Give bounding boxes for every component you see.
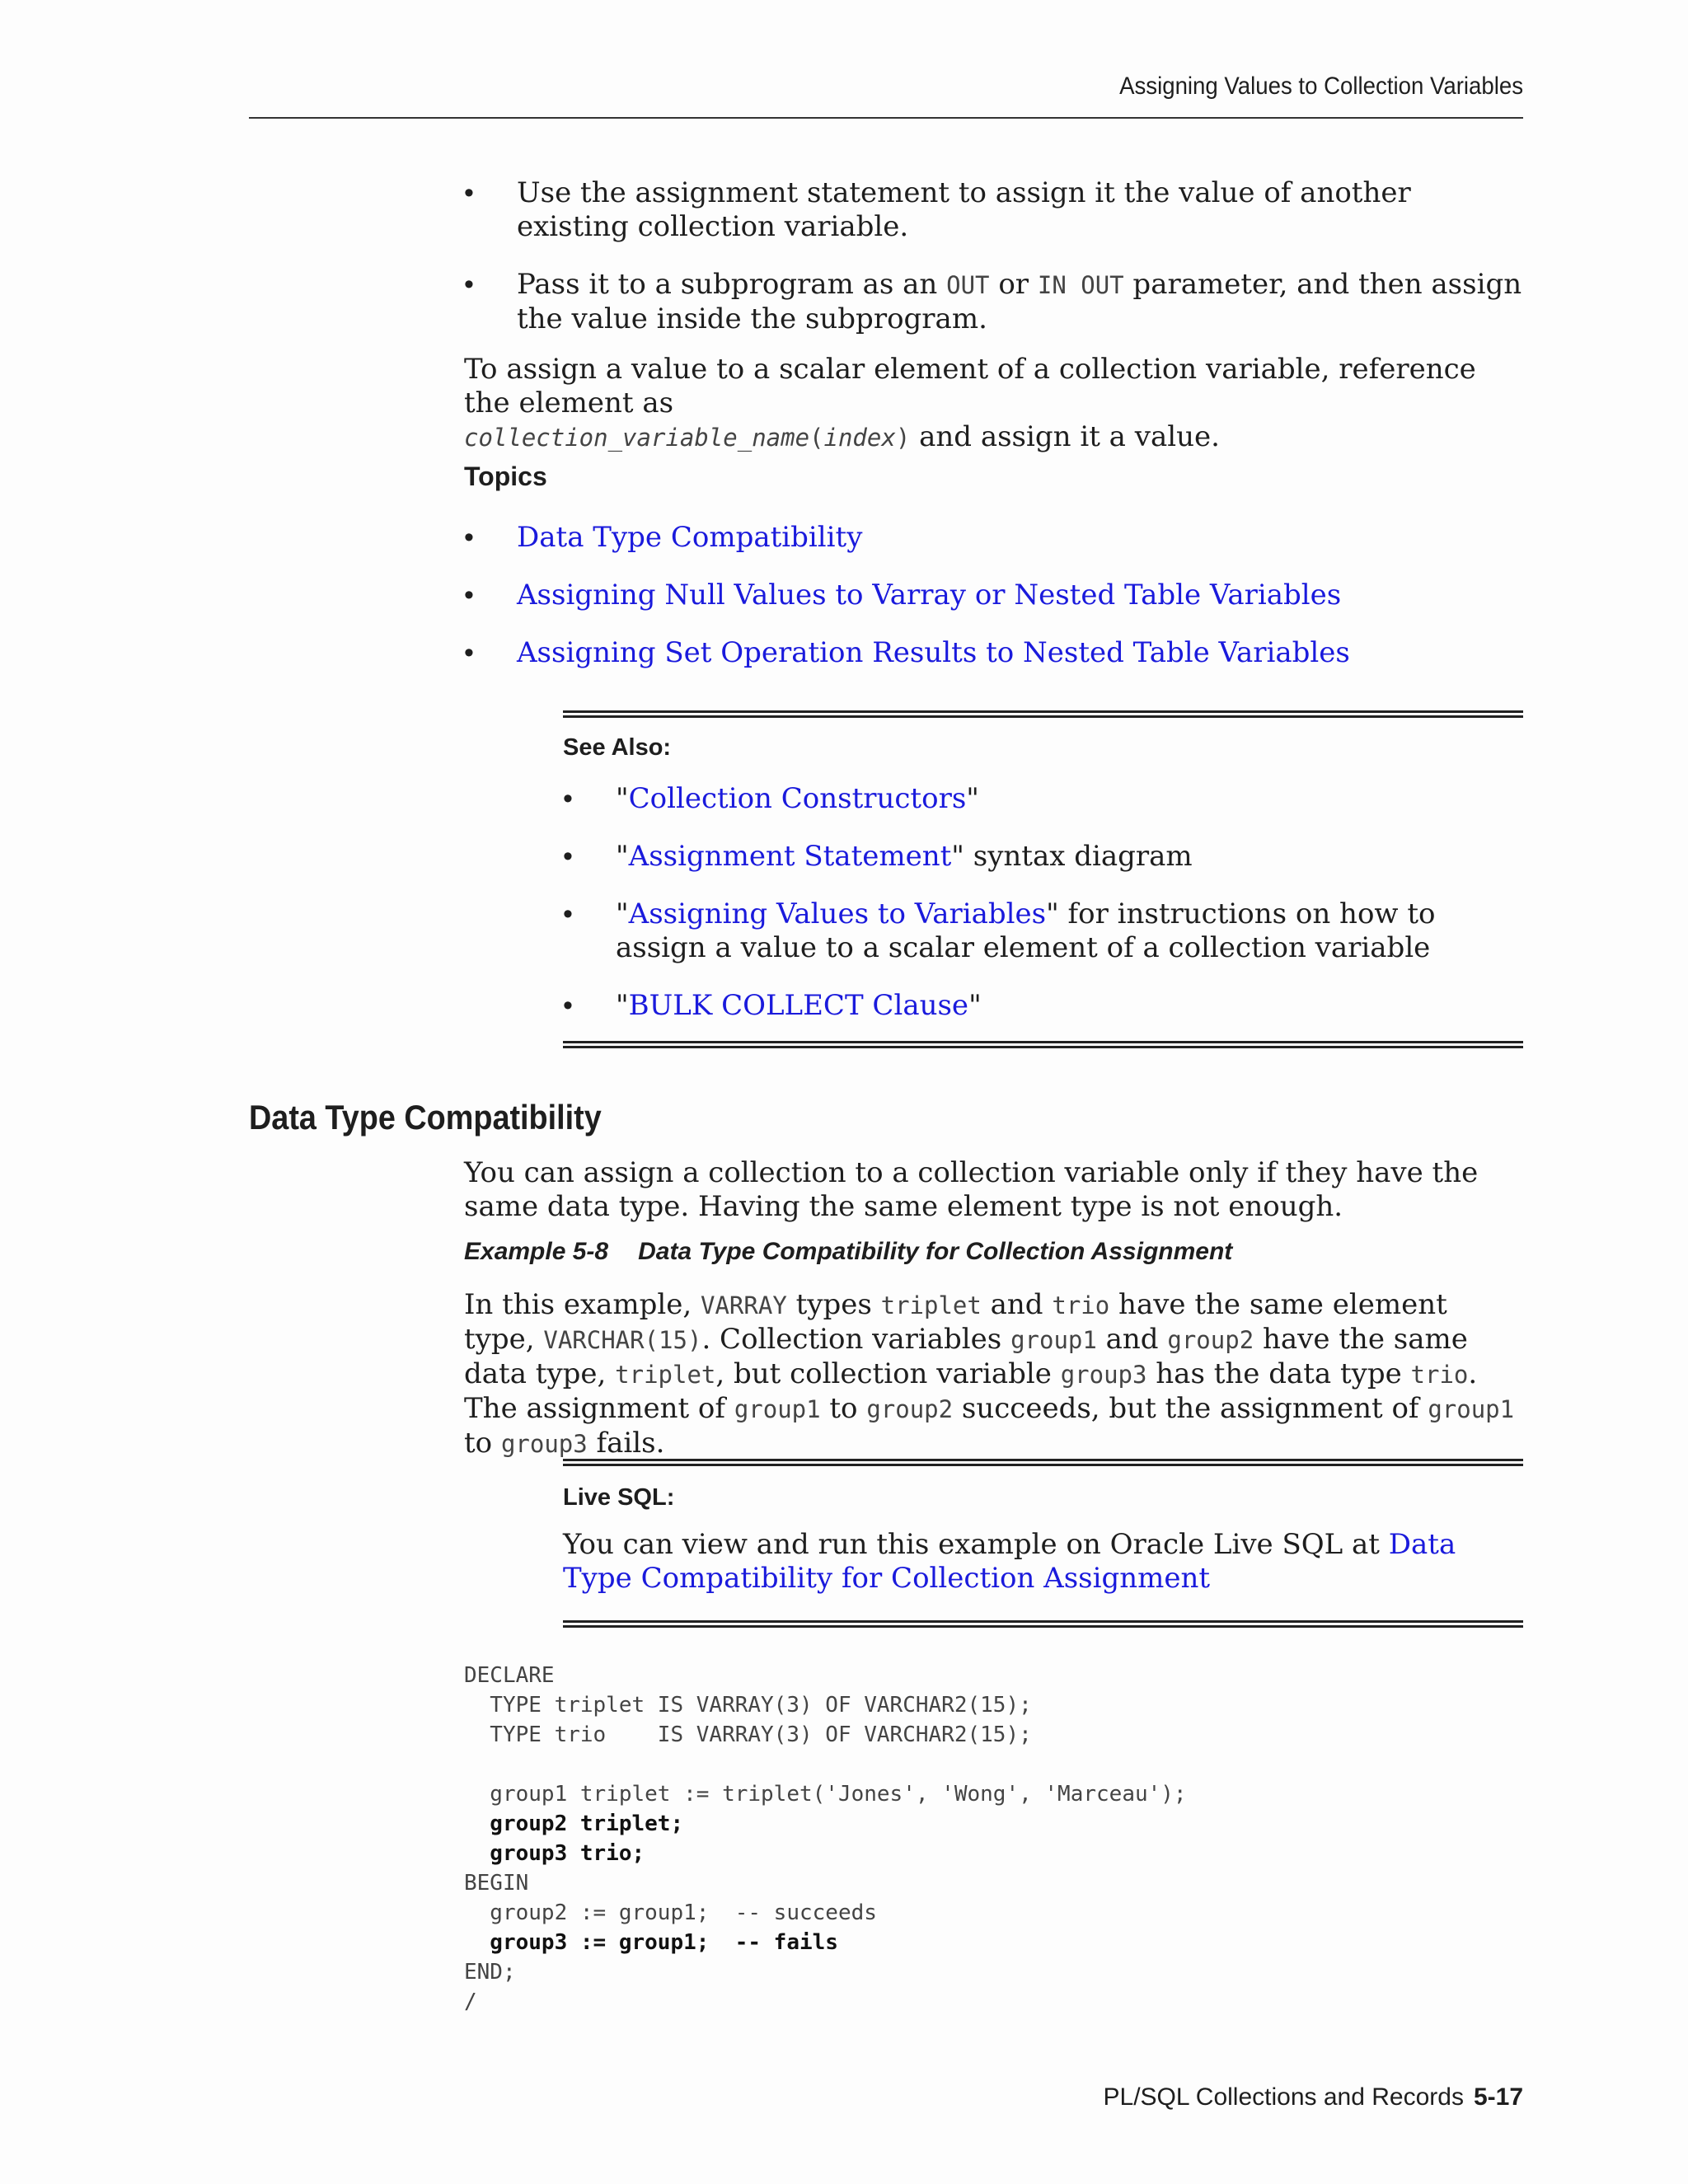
paragraph-text: has the data type [1146, 1357, 1411, 1390]
see-also-item [563, 840, 1523, 874]
code-in-out: IN OUT [1037, 271, 1124, 299]
paragraph-text: , but collection variable [715, 1357, 1061, 1390]
inline-code: group1 [1428, 1395, 1515, 1423]
paragraph-text: succeeds, but the assignment of [953, 1392, 1428, 1425]
footer-title: PL/SQL Collections and Records [1103, 2083, 1464, 2111]
code-line-bold: group3 := group1; -- fails [464, 1930, 838, 1955]
section-body [464, 1156, 1523, 1224]
topic-item [464, 579, 1523, 612]
paragraph-text: and [981, 1288, 1053, 1321]
example-description [464, 1288, 1523, 1461]
code-line: DECLARE [464, 1663, 555, 1688]
paragraph-text: fails. [587, 1427, 665, 1460]
code-line-bold: group2 triplet; [464, 1811, 684, 1836]
example-title: Data Type Compatibility for Collection Assignment [638, 1238, 1233, 1265]
code-line: TYPE trio IS VARRAY(3) OF VARCHAR2(15); [464, 1722, 1032, 1747]
inline-code: group2 [866, 1395, 954, 1423]
inline-code: triplet [615, 1361, 716, 1389]
topic-link-data-type-compatibility[interactable]: Data Type Compatibility [517, 521, 863, 554]
box-bottom-rule [563, 1041, 1523, 1048]
section-paragraph: You can assign a collection to a collection variable only if they have the same data type. Having the same element type is not enough. [464, 1156, 1479, 1223]
live-sql-link[interactable]: Data Type Compatibility for Collection Assignment [563, 1528, 1456, 1595]
quote: " [616, 782, 629, 815]
see-also-item [563, 989, 1523, 1023]
bullet-text: parameter, and then assign the value inside the subprogram. [517, 268, 1522, 335]
running-header: Assigning Values to Collection Variables [1119, 73, 1523, 100]
para-text: and assign it a value. [910, 420, 1220, 453]
inline-code: triplet [880, 1291, 982, 1319]
topic-link-null-values[interactable]: Assigning Null Values to Varray or Nested Table Variables [517, 579, 1342, 612]
page-number: 5-17 [1473, 2083, 1523, 2111]
inline-code: group3 [500, 1430, 588, 1458]
inline-code: group1 [734, 1395, 821, 1423]
code-paren: ) [895, 424, 911, 452]
quote: " [966, 782, 979, 815]
paragraph-text: to [820, 1392, 867, 1425]
code-line: group2 := group1; -- succeeds [464, 1900, 877, 1925]
paragraph-text: . The assignment of [464, 1357, 1478, 1425]
item-text: " for instructions on how to assign a value to a scalar element of a collection variable [616, 898, 1436, 964]
paragraph-text: have the same data type, [464, 1323, 1468, 1390]
inline-code: group1 [1010, 1326, 1097, 1354]
link-collection-constructors[interactable]: Collection Constructors [628, 782, 967, 815]
live-sql-heading: Live SQL: [563, 1484, 675, 1511]
see-also-item [563, 898, 1523, 965]
inline-code: trio [1052, 1291, 1110, 1319]
topics-heading: Topics [464, 462, 547, 491]
code-line: BEGIN [464, 1871, 529, 1896]
inline-code: group3 [1060, 1361, 1147, 1389]
topics-list [464, 521, 1523, 670]
code-line: group1 triplet := triplet('Jones', 'Wong', 'Marceau'); [464, 1782, 1187, 1807]
paragraph-text: In this example, [464, 1288, 701, 1321]
live-sql-text: You can view and run this example on Oracle Live SQL at [563, 1528, 1389, 1561]
box-top-rule [563, 1459, 1523, 1466]
link-assignment-statement[interactable]: Assignment Statement [628, 840, 952, 873]
quote: " [616, 989, 629, 1022]
see-also-item [563, 782, 1523, 816]
link-assigning-values-to-variables[interactable]: Assigning Values to Variables [628, 898, 1047, 930]
code-line: TYPE triplet IS VARRAY(3) OF VARCHAR2(15); [464, 1693, 1032, 1718]
code-listing [464, 1661, 1187, 2017]
example-paragraph [464, 1288, 1523, 1461]
inline-code: trio [1410, 1361, 1469, 1389]
inline-code: VARCHAR(15) [543, 1326, 702, 1354]
topic-item [464, 521, 1523, 555]
box-top-rule [563, 710, 1523, 718]
bullet-text: Pass it to a subprogram as an [517, 268, 947, 301]
paragraph-text: types [786, 1288, 881, 1321]
section-heading: Data Type Compatibility [249, 1098, 602, 1137]
see-also-heading: See Also: [563, 734, 672, 761]
quote: " [616, 840, 629, 873]
link-bulk-collect-clause[interactable]: BULK COLLECT Clause [628, 989, 969, 1022]
inline-code: VARRAY [701, 1291, 787, 1319]
bullet-text: or [989, 268, 1038, 301]
header-rule [249, 117, 1523, 119]
paragraph-text: to [464, 1427, 501, 1460]
intro-bullet-list [464, 176, 1523, 455]
quote: " [968, 989, 982, 1022]
scalar-element-paragraph [464, 353, 1523, 455]
see-also-box [563, 710, 1523, 1048]
code-collection-variable-name: collection_variable_name [464, 424, 810, 452]
page-footer [907, 2083, 1523, 2111]
code-line-bold: group3 trio; [464, 1841, 645, 1866]
topic-link-set-operation[interactable]: Assigning Set Operation Results to Nested Table Variables [517, 636, 1350, 669]
live-sql-paragraph [563, 1528, 1523, 1596]
item-text: " syntax diagram [951, 840, 1193, 873]
intro-bullet-2 [464, 268, 1523, 336]
box-bottom-rule [563, 1620, 1523, 1628]
topic-item [464, 636, 1523, 670]
live-sql-box [563, 1459, 1523, 1628]
example-heading [464, 1238, 1232, 1266]
paragraph-text: and [1096, 1323, 1168, 1356]
quote: " [616, 898, 629, 930]
code-paren: ( [809, 424, 824, 452]
code-out: OUT [946, 271, 990, 299]
para-text: To assign a value to a scalar element of a collection variable, reference the element as [464, 353, 1476, 419]
intro-bullet-1: • Use the assignment statement to assign it the value of another existing collection variable. [464, 176, 1523, 244]
paragraph-text: . Collection variables [701, 1323, 1011, 1356]
code-index: index [823, 424, 896, 452]
code-line: END; [464, 1960, 516, 1985]
example-label: Example 5-8 [464, 1238, 609, 1265]
inline-code: group2 [1167, 1326, 1254, 1354]
code-line: / [464, 1990, 477, 2014]
paragraph-text: have the same element type, [464, 1288, 1447, 1356]
